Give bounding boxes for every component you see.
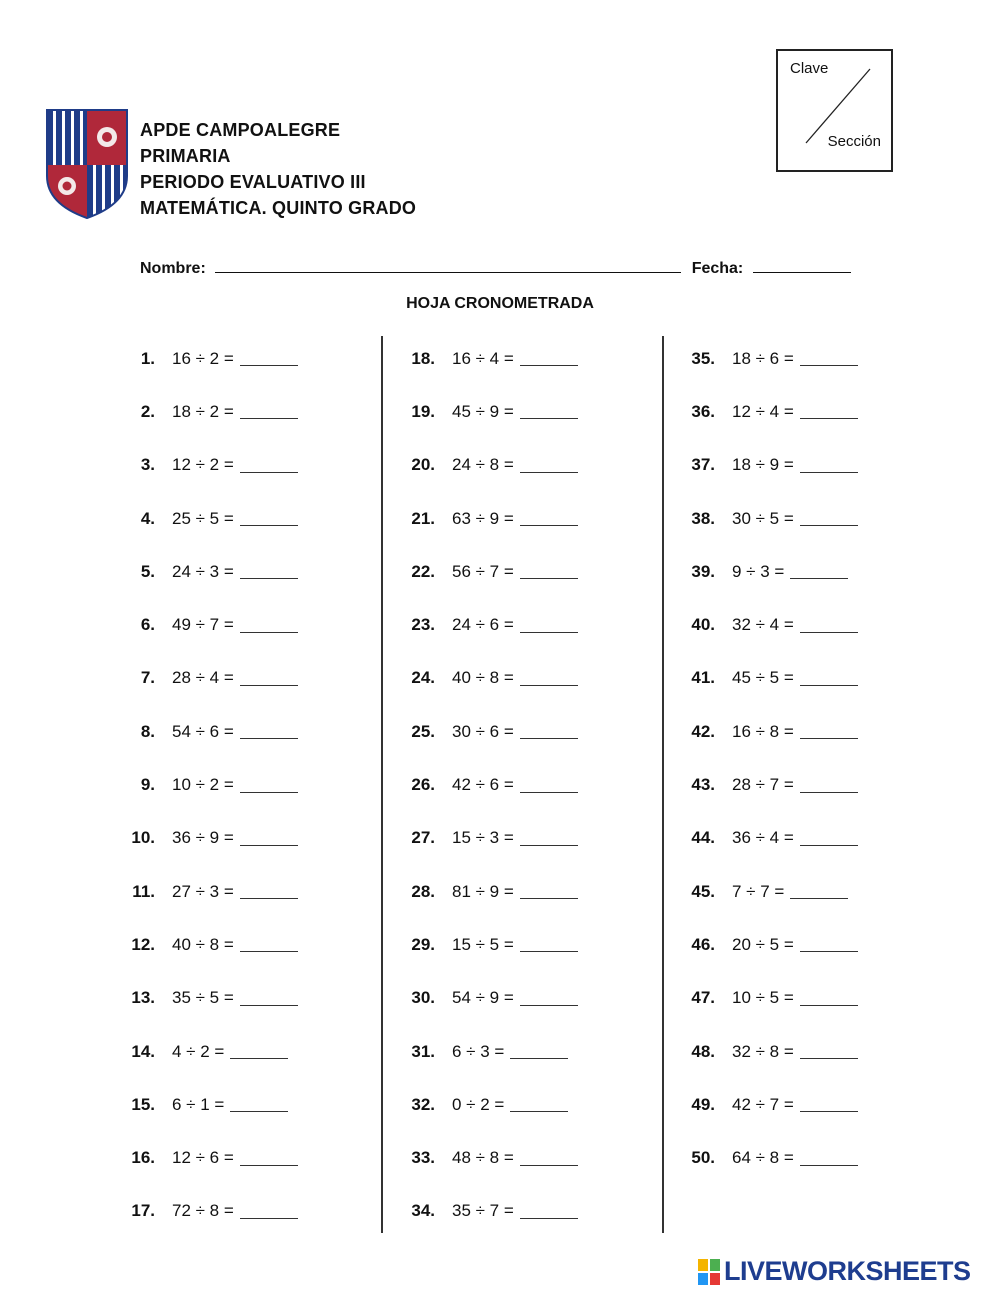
problem-row [678,705,858,758]
division-expression: 12 ÷ 6 = [172,1148,234,1168]
answer-blank[interactable] [240,884,298,899]
division-expression: 42 ÷ 7 = [732,1094,794,1114]
division-expression: 15 ÷ 3 = [452,828,514,848]
problem-number: 32. [411,1094,435,1114]
division-expression: 32 ÷ 8 = [732,1041,794,1061]
evaluation-period: PERIODO EVALUATIVO III [140,172,366,192]
brand-text: LIVEWORKSHEETS [724,1256,971,1286]
school-name: APDE CAMPOALEGRE [140,120,341,140]
problem-number: 17. [131,1201,155,1221]
problem-number: 13. [131,988,155,1008]
division-expression: 30 ÷ 6 = [452,721,514,741]
answer-blank[interactable] [800,404,858,419]
problem-row [118,385,298,438]
name-date-row [140,258,851,278]
problem-number: 22. [411,561,435,581]
problem-row [118,972,298,1025]
answer-blank[interactable] [520,937,578,952]
problem-number: 10. [131,828,155,848]
problem-row [398,1185,578,1238]
division-expression: 81 ÷ 9 = [452,881,514,901]
answer-blank[interactable] [240,937,298,952]
division-expression: 56 ÷ 7 = [452,561,514,581]
division-expression: 6 ÷ 1 = [172,1094,225,1114]
problem-number: 16. [131,1148,155,1168]
problem-number: 24. [411,668,435,688]
division-expression: 15 ÷ 5 = [452,934,514,954]
answer-blank[interactable] [520,511,578,526]
problem-row [118,865,298,918]
problem-row [398,598,578,651]
clave-seccion-box [776,49,893,172]
problem-row [398,1078,578,1131]
answer-blank[interactable] [790,564,848,579]
answer-blank[interactable] [520,778,578,793]
division-expression: 40 ÷ 8 = [172,934,234,954]
answer-blank[interactable] [240,831,298,846]
problem-number: 36. [691,401,715,421]
answer-blank[interactable] [240,671,298,686]
answer-blank[interactable] [240,351,298,366]
problem-number: 46. [691,934,715,954]
answer-blank[interactable] [520,564,578,579]
problem-row [398,705,578,758]
problem-number: 5. [140,561,155,581]
answer-blank[interactable] [510,1097,568,1112]
school-crest-logo [44,108,130,220]
problem-number: 19. [411,401,435,421]
problem-number: 9. [140,775,155,795]
division-expression: 48 ÷ 8 = [452,1148,514,1168]
answer-blank[interactable] [240,991,298,1006]
subject-grade: MATEMÁTICA. QUINTO GRADO [140,198,417,218]
problem-column-1 [118,332,298,1238]
answer-blank[interactable] [520,671,578,686]
division-expression: 18 ÷ 6 = [732,348,794,368]
problem-row [118,545,298,598]
problem-number: 31. [411,1041,435,1061]
problem-row [398,865,578,918]
problem-row [678,439,858,492]
answer-blank[interactable] [800,991,858,1006]
problem-row [678,598,858,651]
answer-blank[interactable] [520,1151,578,1166]
answer-blank[interactable] [520,831,578,846]
answer-blank[interactable] [230,1044,288,1059]
division-expression: 42 ÷ 6 = [452,775,514,795]
problem-row [398,758,578,811]
column-divider [381,336,383,1233]
problem-number: 14. [131,1041,155,1061]
problem-number: 33. [411,1148,435,1168]
answer-blank[interactable] [800,618,858,633]
problem-number: 37. [691,455,715,475]
division-expression: 24 ÷ 6 = [452,615,514,635]
problem-row [118,492,298,545]
problem-number: 27. [411,828,435,848]
problem-number: 30. [411,988,435,1008]
division-expression: 36 ÷ 9 = [172,828,234,848]
problem-row [398,545,578,598]
answer-blank[interactable] [240,1151,298,1166]
division-expression: 24 ÷ 3 = [172,561,234,581]
answer-blank[interactable] [520,458,578,473]
problem-row [398,918,578,971]
problem-number: 1. [140,348,155,368]
seccion-label: Sección [827,133,881,150]
problem-number: 47. [691,988,715,1008]
answer-blank[interactable] [800,671,858,686]
problem-row [118,332,298,385]
problem-number: 43. [691,775,715,795]
division-expression: 72 ÷ 8 = [172,1201,234,1221]
problem-number: 8. [140,721,155,741]
answer-blank[interactable] [510,1044,568,1059]
answer-blank[interactable] [520,1204,578,1219]
answer-blank[interactable] [230,1097,288,1112]
division-expression: 64 ÷ 8 = [732,1148,794,1168]
problem-number: 6. [140,615,155,635]
answer-blank[interactable] [520,884,578,899]
division-expression: 6 ÷ 3 = [452,1041,505,1061]
problem-column-3 [678,332,858,1185]
division-expression: 18 ÷ 9 = [732,455,794,475]
problem-number: 40. [691,615,715,635]
problem-row [118,1185,298,1238]
division-expression: 4 ÷ 2 = [172,1041,225,1061]
nombre-field[interactable] [215,258,681,273]
division-expression: 45 ÷ 5 = [732,668,794,688]
answer-blank[interactable] [240,778,298,793]
problem-row [678,812,858,865]
problem-row [398,439,578,492]
problem-row [398,1131,578,1184]
division-expression: 63 ÷ 9 = [452,508,514,528]
problem-number: 29. [411,934,435,954]
division-expression: 49 ÷ 7 = [172,615,234,635]
division-expression: 0 ÷ 2 = [452,1094,505,1114]
answer-blank[interactable] [800,1097,858,1112]
answer-blank[interactable] [520,991,578,1006]
problem-row [678,1131,858,1184]
problem-number: 39. [691,561,715,581]
page-title: HOJA CRONOMETRADA [406,295,594,312]
problem-row [398,332,578,385]
problem-row [118,918,298,971]
problem-row [118,1025,298,1078]
division-expression: 28 ÷ 4 = [172,668,234,688]
fecha-field[interactable] [753,258,851,273]
answer-blank[interactable] [240,458,298,473]
division-expression: 40 ÷ 8 = [452,668,514,688]
division-expression: 12 ÷ 4 = [732,401,794,421]
clave-label: Clave [790,60,829,77]
problem-number: 42. [691,721,715,741]
answer-blank[interactable] [800,1044,858,1059]
division-expression: 18 ÷ 2 = [172,401,234,421]
problem-row [678,758,858,811]
problem-row [678,1078,858,1131]
division-expression: 28 ÷ 7 = [732,775,794,795]
answer-blank[interactable] [240,724,298,739]
problem-row [118,758,298,811]
problem-number: 2. [140,401,155,421]
liveworksheets-brand [698,1256,971,1287]
problem-number: 44. [691,828,715,848]
problem-row [678,652,858,705]
answer-blank[interactable] [800,724,858,739]
problem-number: 20. [411,455,435,475]
problem-number: 7. [140,668,155,688]
problem-number: 28. [411,881,435,901]
division-expression: 36 ÷ 4 = [732,828,794,848]
answer-blank[interactable] [520,351,578,366]
answer-blank[interactable] [240,618,298,633]
school-header [140,117,416,221]
answer-blank[interactable] [800,458,858,473]
problem-row [678,332,858,385]
answer-blank[interactable] [520,724,578,739]
problem-row [118,652,298,705]
division-expression: 27 ÷ 3 = [172,881,234,901]
division-expression: 7 ÷ 7 = [732,881,785,901]
problem-number: 12. [131,934,155,954]
problem-number: 34. [411,1201,435,1221]
problem-row [398,1025,578,1078]
division-expression: 16 ÷ 4 = [452,348,514,368]
answer-blank[interactable] [800,351,858,366]
problem-row [398,812,578,865]
division-expression: 45 ÷ 9 = [452,401,514,421]
answer-blank[interactable] [240,564,298,579]
problem-row [398,972,578,1025]
division-expression: 24 ÷ 8 = [452,455,514,475]
problem-row [678,492,858,545]
problem-number: 18. [411,348,435,368]
problem-number: 45. [691,881,715,901]
division-expression: 9 ÷ 3 = [732,561,785,581]
school-level: PRIMARIA [140,146,231,166]
answer-blank[interactable] [240,511,298,526]
division-expression: 16 ÷ 8 = [732,721,794,741]
problem-row [398,385,578,438]
problem-row [678,1025,858,1078]
problem-row [678,545,858,598]
answer-blank[interactable] [790,884,848,899]
division-expression: 10 ÷ 5 = [732,988,794,1008]
division-expression: 35 ÷ 7 = [452,1201,514,1221]
brand-logo-icon [698,1259,720,1285]
answer-blank[interactable] [240,1204,298,1219]
problem-row [118,1131,298,1184]
problem-row [118,705,298,758]
division-expression: 25 ÷ 5 = [172,508,234,528]
nombre-label: Nombre: [140,260,206,277]
problem-row [678,972,858,1025]
problem-number: 48. [691,1041,715,1061]
division-expression: 10 ÷ 2 = [172,775,234,795]
problem-row [118,598,298,651]
division-expression: 35 ÷ 5 = [172,988,234,1008]
column-divider [662,336,664,1233]
problem-row [678,385,858,438]
problem-number: 4. [140,508,155,528]
problem-row [118,439,298,492]
problem-number: 21. [411,508,435,528]
problem-row [678,865,858,918]
division-expression: 32 ÷ 4 = [732,615,794,635]
problem-row [398,492,578,545]
problem-number: 49. [691,1094,715,1114]
problem-number: 35. [691,348,715,368]
problem-number: 25. [411,721,435,741]
problem-number: 41. [691,668,715,688]
problem-number: 50. [691,1148,715,1168]
division-expression: 20 ÷ 5 = [732,934,794,954]
division-expression: 30 ÷ 5 = [732,508,794,528]
problem-column-2 [398,332,578,1238]
answer-blank[interactable] [800,937,858,952]
problem-row [678,918,858,971]
problem-row [118,1078,298,1131]
answer-blank[interactable] [520,404,578,419]
answer-blank[interactable] [520,618,578,633]
answer-blank[interactable] [800,511,858,526]
problem-number: 15. [131,1094,155,1114]
division-expression: 54 ÷ 6 = [172,721,234,741]
division-expression: 12 ÷ 2 = [172,455,234,475]
problem-number: 3. [140,455,155,475]
problem-number: 38. [691,508,715,528]
problem-number: 23. [411,615,435,635]
fecha-label: Fecha: [691,260,744,277]
problem-row [398,652,578,705]
division-expression: 16 ÷ 2 = [172,348,234,368]
answer-blank[interactable] [240,404,298,419]
problem-number: 26. [411,775,435,795]
answer-blank[interactable] [800,778,858,793]
answer-blank[interactable] [800,831,858,846]
problem-number: 11. [132,881,155,901]
division-expression: 54 ÷ 9 = [452,988,514,1008]
answer-blank[interactable] [800,1151,858,1166]
problem-row [118,812,298,865]
